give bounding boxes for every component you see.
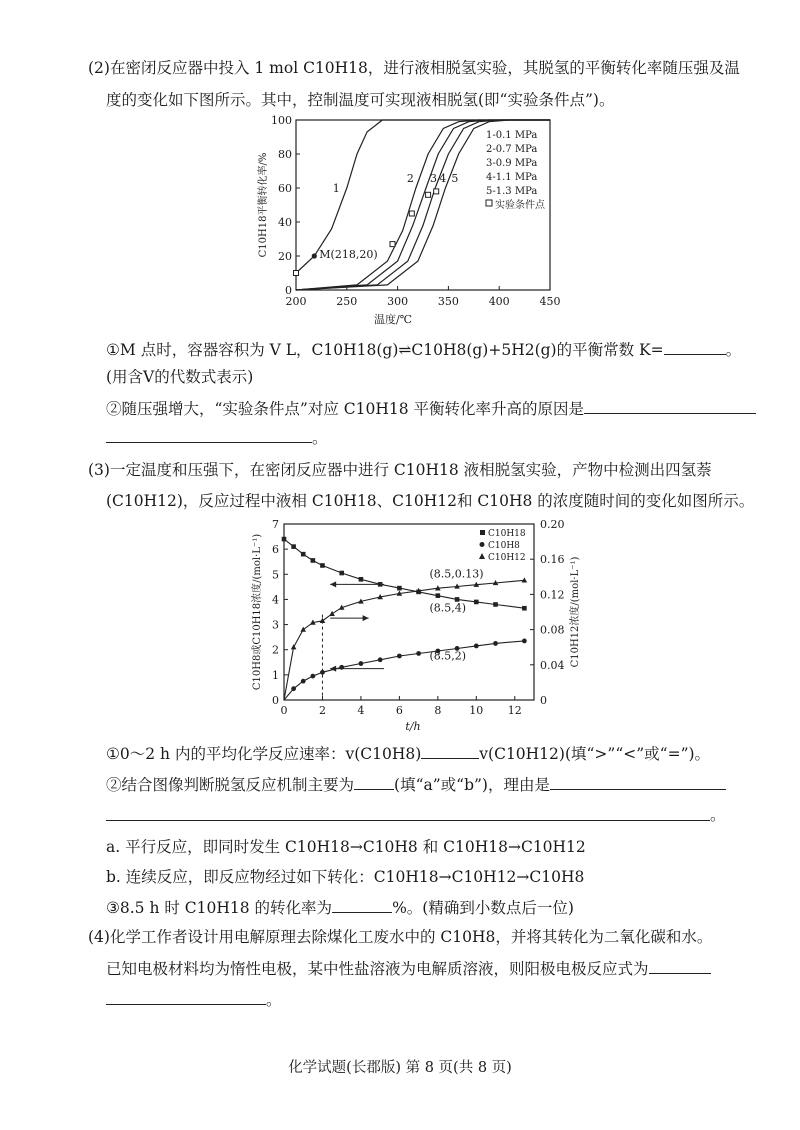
x-axis-label: 温度/℃	[373, 313, 413, 326]
legend-marker-C10H8	[480, 542, 485, 547]
y-tick-label: 100	[271, 114, 292, 127]
y-axis-label: C10H18平衡转化率/%	[258, 152, 269, 258]
marker-C10H18	[436, 593, 441, 598]
legend-entry: 4-1.1 MPa	[486, 172, 538, 183]
left-y-tick-label: 5	[272, 568, 279, 582]
right-y-tick-label: 0.04	[540, 658, 565, 672]
q3-sub2-end: 。	[710, 806, 726, 824]
q2-sub1-answer-blank[interactable]	[664, 338, 726, 355]
arrow-c10h8-head	[330, 666, 336, 672]
q3-sub1-text-2: v(C10H12)(填“>”“<”或“=”)。	[479, 745, 711, 763]
y-tick-label: 20	[278, 250, 292, 263]
marker-C10H12	[291, 644, 297, 649]
annotation-label: (8.5,4)	[429, 601, 467, 615]
series-line-C10H8	[284, 641, 524, 700]
legend-label-C10H8: C10H8	[488, 541, 520, 551]
legend-marker-C10H12	[479, 553, 485, 559]
q3-sub2	[106, 773, 726, 796]
concentration-vs-time-chart	[244, 514, 584, 736]
left-y-tick-label: 4	[272, 593, 279, 607]
left-y-tick-label: 0	[272, 694, 279, 707]
q2-intro-line-2: 度的变化如下图所示。其中，控制温度可实现液相脱氢(即“实验条件点”)。	[106, 91, 615, 109]
q3-sub2-choice-blank[interactable]	[354, 773, 394, 790]
q4-answer-blank-2[interactable]	[106, 988, 266, 1005]
left-y-tick-label: 2	[272, 643, 279, 657]
right-y-tick-label: 0	[540, 694, 547, 707]
curve-label-1: 1	[332, 182, 340, 195]
x-tick-label: 6	[395, 704, 403, 717]
y-tick-label: 80	[278, 148, 292, 161]
left-y-tick-label: 6	[272, 543, 279, 557]
marker-C10H18	[474, 600, 479, 605]
right-y-tick-label: 0.08	[540, 623, 565, 637]
marker-C10H18	[493, 602, 498, 607]
marker-C10H8	[416, 651, 421, 656]
legend-entry: 5-1.3 MPa	[486, 186, 538, 197]
marker-C10H8	[493, 641, 498, 646]
q2-intro-line-1: (2)在密闭反应器中投入 1 mol C10H18，进行液相脱氢实验，其脱氢的平衡转化率随压强及温	[88, 59, 740, 77]
marker-C10H8	[522, 639, 527, 644]
y-tick-label: 60	[278, 182, 292, 195]
right-y-tick-label: 0.20	[540, 518, 565, 531]
legend-entry: 1-0.1 MPa	[486, 130, 538, 141]
experiment-point-marker	[409, 211, 414, 216]
q3-sub1-answer-blank[interactable]	[421, 742, 479, 759]
curve-label-2: 2	[406, 172, 414, 185]
q2-sub2-answer-blank[interactable]	[584, 397, 756, 414]
q4-end: 。	[266, 991, 282, 1009]
x-tick-label: 200	[285, 295, 307, 308]
q3-intro-line-2: (C10H12)，反应过程中液相 C10H18、C10H12和 C10H8 的浓度随时间的变化如图所示。	[106, 492, 755, 510]
arrow-c10h12-head	[363, 615, 369, 621]
q2-sub2	[106, 397, 756, 420]
marker-C10H8	[359, 661, 364, 666]
x-tick-label: 450	[539, 295, 561, 308]
marker-C10H18	[397, 586, 402, 591]
q4-line-3	[106, 988, 282, 1011]
marker-C10H18	[522, 606, 527, 611]
point-m-marker	[312, 253, 317, 258]
q2-sub2-end: 。	[312, 429, 328, 447]
left-y-tick-label: 3	[272, 618, 279, 632]
marker-C10H18	[311, 558, 316, 563]
q4-line-1: (4)化学工作者设计用电解原理去除煤化工废水中的 C10H8，并将其转化为二氧化碳和水。	[88, 928, 713, 946]
q3-sub3-text-2: %。(精确到小数点后一位)	[392, 899, 574, 917]
arrow-c10h18-head	[330, 581, 336, 587]
q3-sub1-text: ①0～2 h 内的平均化学反应速率：v(C10H8)	[106, 745, 422, 763]
x-tick-label: 300	[387, 295, 409, 308]
x-tick-label: 2	[318, 704, 326, 717]
legend-entry: 3-0.9 MPa	[486, 158, 538, 169]
q3-sub2-reason-blank[interactable]	[550, 773, 726, 790]
annotation-label: (8.5,2)	[429, 649, 467, 663]
right-y-tick-label: 0.12	[540, 588, 565, 602]
marker-C10H8	[378, 657, 383, 662]
q3-intro-line-1: (3)一定温度和压强下，在密闭反应器中进行 C10H18 液相脱氢实验，产物中检测出四氢萘	[88, 461, 712, 479]
q2-sub2-answer-blank-2[interactable]	[106, 426, 312, 443]
q2-sub1-note: (用含V的代数式表示)	[106, 368, 254, 386]
q3-sub2-text-2: (填“a”或“b”)，理由是	[394, 776, 550, 794]
x-tick-label: 10	[469, 704, 484, 717]
x-axis-label: t/h	[405, 720, 421, 733]
page-footer: 化学试题(长郡版) 第 8 页(共 8 页)	[288, 1060, 512, 1076]
x-tick-label: 0	[280, 704, 288, 717]
curve-label-4: 4	[439, 172, 447, 185]
marker-C10H12	[329, 611, 335, 616]
q3-sub3	[106, 896, 574, 919]
q2-sub1-end: 。	[725, 341, 742, 359]
q3-sub1	[106, 742, 710, 765]
legend-label-C10H12: C10H12	[488, 553, 526, 563]
q3-option-a: a. 平行反应，即同时发生 C10H18→C10H8 和 C10H18→C10H12	[106, 838, 586, 856]
q2-sub2-cont	[106, 426, 328, 449]
right-y-axis-label: C10H12浓度/(mol·L⁻¹)	[570, 556, 581, 668]
q3-sub3-text: ③8.5 h 时 C10H18 的转化率为	[106, 899, 333, 917]
y-tick-label: 0	[285, 284, 292, 297]
y-tick-label: 40	[278, 216, 292, 229]
q3-sub3-answer-blank[interactable]	[332, 896, 392, 913]
q3-option-b: b. 连续反应，即反应物经过如下转化：C10H18→C10H12→C10H8	[106, 868, 585, 886]
marker-C10H8	[310, 674, 315, 679]
marker-C10H8	[301, 679, 306, 684]
experiment-point-marker	[434, 189, 439, 194]
legend-label-C10H18: C10H18	[488, 529, 526, 539]
left-y-axis-label: C10H8或C10H18浓度/(mol·L⁻¹)	[252, 533, 263, 691]
marker-C10H12	[522, 577, 528, 582]
marker-C10H18	[339, 571, 344, 576]
x-tick-label: 250	[336, 295, 358, 308]
marker-C10H18	[301, 552, 306, 557]
q4-answer-blank[interactable]	[649, 957, 711, 974]
left-y-tick-label: 1	[272, 668, 279, 682]
legend-experiment-marker	[486, 200, 492, 206]
curve-label-3: 3	[430, 172, 438, 185]
x-tick-label: 12	[507, 704, 522, 717]
x-tick-label: 400	[488, 295, 510, 308]
q3-sub2-text: ②结合图像判断脱氢反应机制主要为	[106, 776, 355, 794]
experiment-point-marker	[426, 192, 431, 197]
marker-C10H18	[291, 544, 296, 549]
left-y-tick-label: 7	[272, 518, 279, 531]
q4-line-2-text: 已知电极材料均为惰性电极，某中性盐溶液为电解质溶液，则阳极电极反应式为	[106, 960, 649, 978]
x-tick-label: 350	[437, 295, 459, 308]
experiment-point-marker	[390, 242, 395, 247]
q2-sub2-text: ②随压强增大，“实验条件点”对应 C10H18 平衡转化率升高的原因是	[106, 400, 585, 418]
q2-sub1	[106, 338, 741, 361]
right-y-tick-label: 0.16	[540, 553, 565, 567]
point-m-label: M(218,20)	[319, 248, 378, 261]
marker-C10H18	[320, 563, 325, 568]
marker-C10H12	[300, 627, 306, 632]
marker-C10H8	[291, 686, 296, 691]
q2-sub1-text: ①M 点时，容器容积为 V L，C10H18(g)⇌C10H8(g)+5H2(g)的平衡常数 K=	[106, 341, 664, 359]
conversion-vs-temperature-chart	[240, 108, 570, 330]
x-tick-label: 8	[434, 704, 442, 717]
experiment-point-marker	[294, 271, 299, 276]
legend-experiment-label: 实验条件点	[495, 200, 545, 211]
legend-entry: 2-0.7 MPa	[486, 144, 538, 155]
q3-sub2-reason-blank-2[interactable]	[106, 820, 710, 821]
x-tick-label: 4	[357, 704, 365, 717]
curve-label-5: 5	[451, 172, 459, 185]
marker-C10H8	[397, 654, 402, 659]
marker-C10H8	[474, 644, 479, 649]
marker-C10H18	[359, 577, 364, 582]
marker-C10H18	[282, 537, 287, 542]
legend-marker-C10H18	[480, 530, 485, 535]
series-line-C10H12	[284, 580, 524, 700]
q4-line-2	[106, 957, 711, 980]
annotation-label: (8.5,0.13)	[429, 567, 484, 581]
